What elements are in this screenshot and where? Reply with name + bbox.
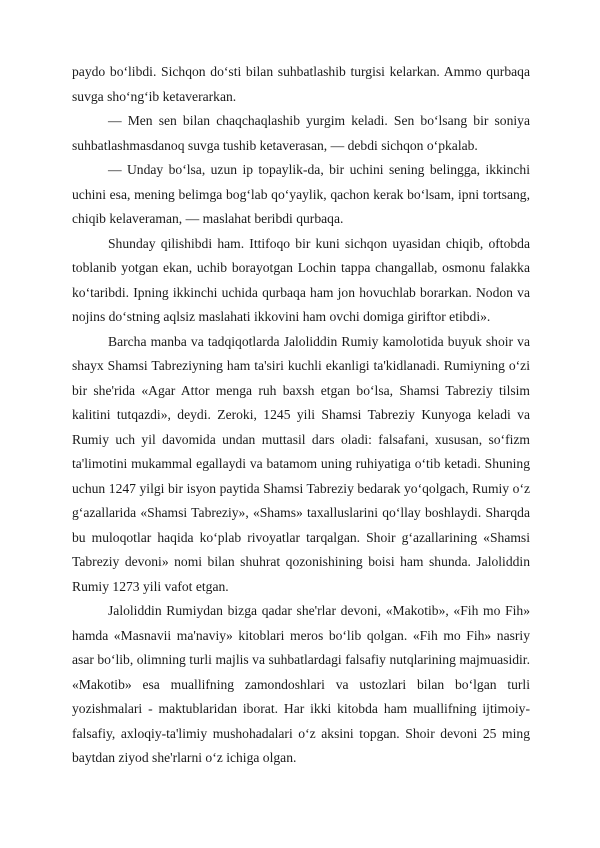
document-page	[72, 60, 530, 771]
paragraph-2: — Men sen bilan chaqchaqlashib yurgim keladi. Sen bo‘lsang bir soniya suhbatlashmasdanoq suvga tushib ketaverasan, — debdi sichqon o‘pkalab.	[72, 113, 530, 153]
paragraph-3: — Unday bo‘lsa, uzun ip topaylik-da, bir uchini sening belingga, ikkinchi uchini esa, mening belimga bog‘lab qo‘yaylik, qachon kerak bo‘lsam, ipni tortsang, chiqib kelaveraman, — maslahat beribdi qurbaqa.	[72, 162, 530, 226]
paragraph-1: paydo bo‘libdi. Sichqon do‘sti bilan suhbatlashib turgisi kelarkan. Ammo qurbaqa suvga sho‘ng‘ib ketaverarkan.	[72, 64, 530, 104]
paragraph-5: Barcha manba va tadqiqotlarda Jaloliddin Rumiy kamolotida buyuk shoir va shayx Shamsi Tabreziyning ham ta'siri kuchli ekanligi ta'kidlanadi. Rumiyning o‘zi bir she'rida «Agar Attor menga ruh baxsh etgan bo‘lsa, Shamsi Tabreziy tilsim kalitini tutqazdi», deydi. Zeroki, 1245 yili Shamsi Tabreziy Kunyoga keladi va Rumiy uch yil davomida undan muttasil dars oladi: falsafani, xususan, so‘fizm ta'limotini mukammal egallaydi va batamom uning ruhiyatiga o‘tib ketadi. Shuning uchun 1247 yilgi bir isyon paytida Shamsi Tabreziy bedarak yo‘qolgach, Rumiy o‘z g‘azallarida «Shamsi Tabreziy», «Shams» taxalluslarini qo‘llay boshlaydi. Sharqda bu muloqotlar haqida ko‘plab rivoyatlar tarqalgan. Shoir g‘azallarining «Shamsi Tabreziy devoni» nomi bilan shuhrat qozonishining boisi ham shunda. Jaloliddin Rumiy 1273 yili vafot etgan.	[72, 333, 530, 594]
paragraph-4: Shunday qilishibdi ham. Ittifoqo bir kuni sichqon uyasidan chiqib, oftobda toblanib yotgan ekan, uchib borayotgan Lochin tappa changallab, osmonu falakka ko‘taribdi. Ipning ikkinchi uchida qurbaqa ham jon hovuchlab borarkan. Nodon va nojins do‘stning aqlsiz maslahati ikkovini ham ovchi domiga giriftor etibdi».	[72, 235, 530, 324]
paragraph-6: Jaloliddin Rumiydan bizga qadar she'rlar devoni, «Makotib», «Fih mo Fih» hamda «Masnavii ma'naviy» kitoblari meros bo‘lib qolgan. «Fih mo Fih» nasriy asar bo‘lib, olimning turli majlis va suhbatlardagi falsafiy nutqlarining majmuasidir. «Makotib» esa muallifning zamondoshlari va ustozlari bilan bo‘lgan turli yozishmalari - maktublaridan iborat. Har ikki kitobda ham muallifning ijtimoiy-falsafiy, axloqiy-ta'limiy mushohadalari o‘z aksini topgan. Shoir devoni 25 ming baytdan ziyod she'rlarni o‘z ichiga olgan.	[72, 603, 530, 765]
